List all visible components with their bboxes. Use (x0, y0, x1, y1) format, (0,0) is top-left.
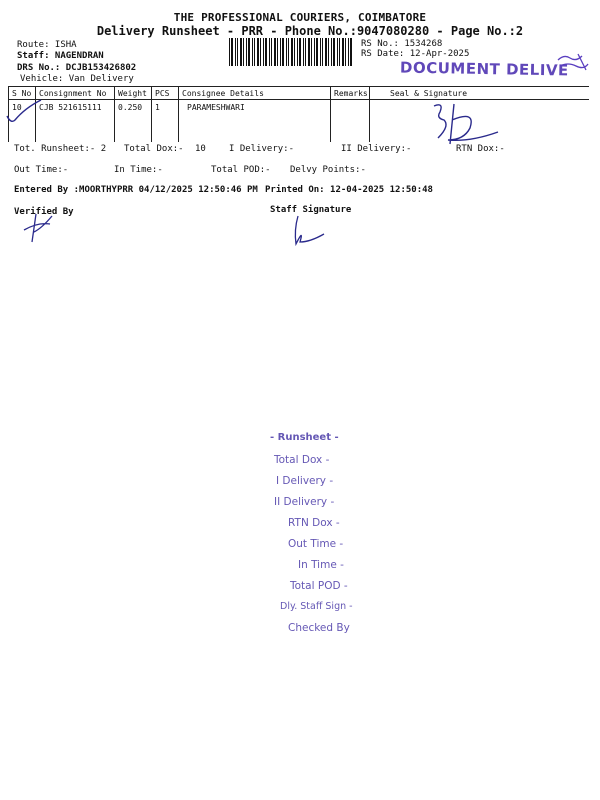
stamp-scribble-icon (556, 52, 590, 74)
stamp-line-i-delivery: I Delivery - (276, 475, 334, 487)
stamp-line-rtn-dox: RTN Dox - (288, 517, 340, 529)
stamp-line-ii-delivery: II Delivery - (274, 496, 335, 508)
cell-consignment: CJB 521615111 (36, 100, 115, 143)
total-dox-value: 10 (195, 144, 206, 154)
ii-delivery: II Delivery:- (341, 144, 412, 154)
table-header-row (9, 87, 589, 100)
rtn-dox: RTN Dox:- (456, 144, 505, 154)
route-label: Route: ISHA (17, 40, 77, 50)
stamp-line-total-dox: Total Dox - (274, 454, 330, 466)
staff-label: Staff: NAGENDRAN (17, 51, 104, 61)
rubber-stamp-block (262, 432, 372, 647)
out-time: Out Time:- (14, 165, 69, 175)
staff-signature-icon (284, 214, 328, 250)
cell-pcs: 1 (152, 100, 179, 143)
entered-by: Entered By :MOORTHYPRR 04/12/2025 12:50:46 PM (14, 185, 258, 195)
total-dox-label: Total Dox:- (124, 144, 184, 154)
rs-number: RS No.: 1534268 (361, 39, 443, 49)
cell-weight: 0.250 (115, 100, 152, 143)
i-delivery: I Delivery:- (229, 144, 295, 154)
rs-date: RS Date: 12-Apr-2025 (361, 49, 470, 59)
stamp-line-out-time: Out Time - (288, 538, 344, 550)
col-header-consignment: Consignment No (36, 87, 115, 100)
delvy-points: Delvy Points:- (290, 165, 366, 175)
col-header-pcs: PCS (152, 87, 179, 100)
company-name: THE PROFESSIONAL COURIERS, COIMBATORE (173, 11, 427, 24)
cell-consignee: PARAMESHWARI (179, 100, 331, 143)
col-header-consignee: Consignee Details (179, 87, 331, 100)
stamp-line-in-time: In Time - (298, 559, 344, 571)
col-header-weight: Weight (115, 87, 152, 100)
stamp-line-total-pod: Total POD - (290, 580, 348, 592)
in-time: In Time:- (114, 165, 163, 175)
total-pod: Total POD:- (211, 165, 271, 175)
verified-signature-icon (22, 212, 56, 244)
barcode-image (229, 38, 351, 66)
stamp-line-staff-sign: Dly. Staff Sign - (280, 601, 353, 612)
cell-sno: 10 (9, 100, 36, 143)
drs-number: DRS No.: DCJB153426802 (17, 63, 137, 73)
vehicle-label: Vehicle: Van Delivery (20, 74, 134, 84)
tot-runsheet: Tot. Runsheet:- 2 (14, 144, 107, 154)
col-header-sno: S No (9, 87, 36, 100)
verified-by-label: Verified By (14, 207, 74, 217)
col-header-seal: Seal & Signature (370, 87, 589, 100)
runsheet-title: Delivery Runsheet - PRR - Phone No.:9047080280 - Page No.:2 (96, 24, 524, 38)
cell-remarks (331, 100, 370, 143)
col-header-remarks: Remarks (331, 87, 370, 100)
stamp-line-checked-by: Checked By (288, 622, 350, 634)
staff-signature-label: Staff Signature (270, 205, 352, 215)
document-delivered-stamp: DOCUMENT DELIVE (399, 58, 569, 80)
stamp-line-runsheet: - Runsheet - (270, 432, 339, 443)
seal-signature-icon (420, 100, 510, 150)
tick-mark-icon (5, 98, 45, 128)
printed-on: Printed On: 12-04-2025 12:50:48 (265, 185, 433, 195)
